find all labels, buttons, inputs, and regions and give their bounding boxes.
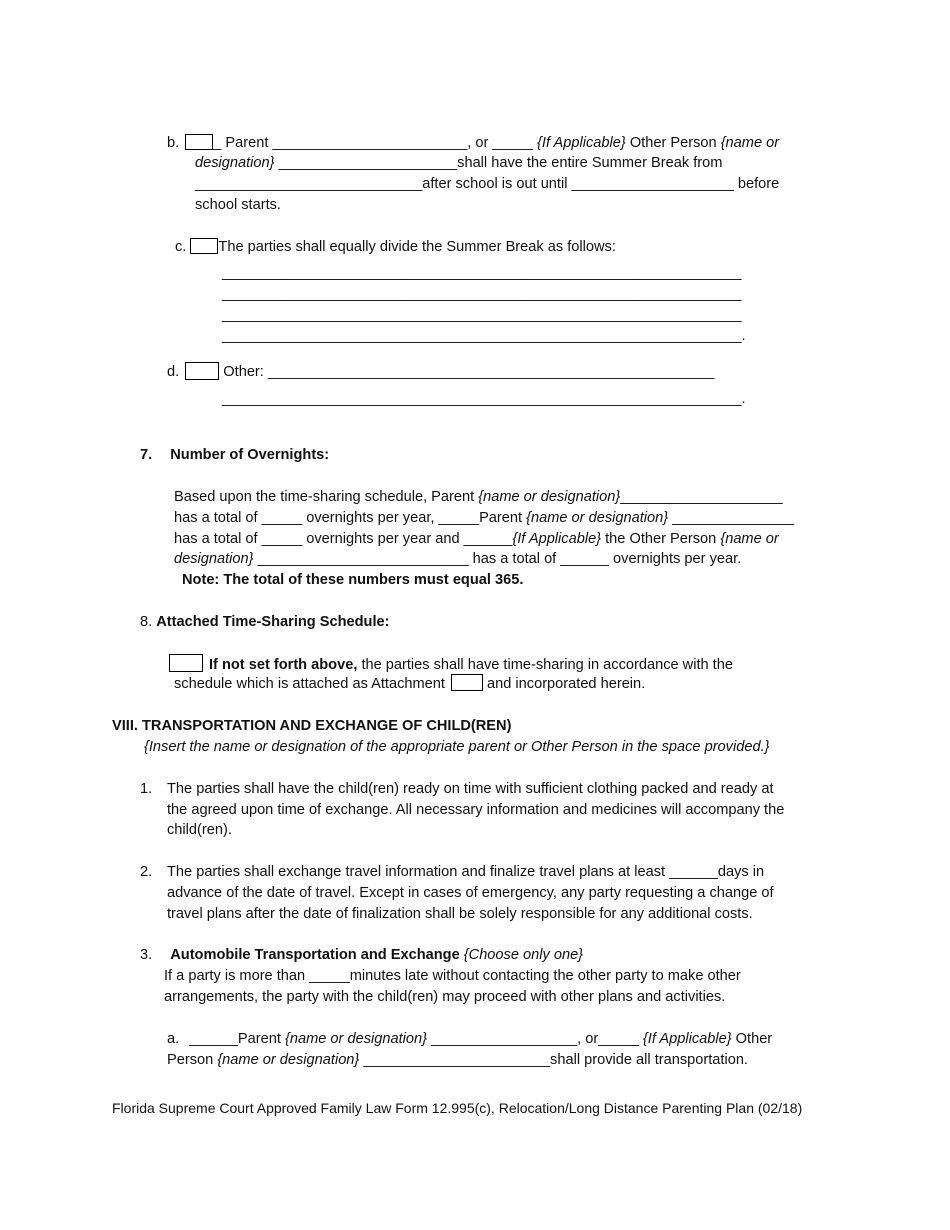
section-viii-heading: VIII. TRANSPORTATION AND EXCHANGE OF CHILD(REN) (112, 718, 512, 734)
item-1-line2: the agreed upon time of exchange. All necessary information and medicines will accompany the (167, 802, 785, 818)
item-7-note: Note: The total of these numbers must equal 365. (182, 572, 524, 588)
item-3-heading: 3. Automobile Transportation and Exchange {Choose only one} (140, 947, 584, 963)
item-2-line2: advance of the date of travel. Except in cases of emergency, any party requesting a change of (167, 885, 774, 901)
item-1-line1: The parties shall have the child(ren) ready on time with sufficient clothing packed and ready at (167, 781, 774, 797)
item-8-heading: 8. Attached Time-Sharing Schedule: (140, 614, 390, 630)
section-b-line4: school starts. (195, 197, 281, 213)
item-7-line4: designation} __________________________ has a total of ______ overnights per year. (174, 551, 742, 567)
item-3-line1: If a party is more than _____minutes late without contacting the other party to make other (164, 968, 741, 984)
section-c-line: c. The parties shall equally divide the Summer Break as follows: (175, 239, 616, 255)
item-7-line2: has a total of _____ overnights per year, _____Parent {name or designation} _______________ (174, 510, 794, 526)
attachment-number-field[interactable] (451, 674, 483, 691)
item-7-line3: has a total of _____ overnights per year and ______{If Applicable} the Other Person {name or (174, 531, 779, 547)
item-1-line3: child(ren). (167, 822, 232, 838)
item-3-line2: arrangements, the party with the child(ren) may proceed with other plans and activities. (164, 989, 726, 1005)
item-2-line1: The parties shall exchange travel information and finalize travel plans at least ______days in (167, 864, 765, 880)
section-c-blank-1[interactable]: ________________________________________________________________ (222, 265, 742, 281)
section-d-line: d. Other: _______________________________________________________ (167, 364, 715, 380)
section-b-line1: b. _ Parent ________________________, or _____ {If Applicable} Other Person {name or (167, 135, 780, 151)
item-1-number: 1. (140, 781, 153, 797)
section-b-line2: designation} ______________________shall have the entire Summer Break from (195, 155, 723, 171)
item-8-line1: If not set forth above, the parties shall have time-sharing in accordance with the (169, 654, 733, 675)
item-7-heading: 7. Number of Overnights: (140, 447, 330, 463)
item-8-line2: schedule which is attached as Attachment and incorporated herein. (174, 676, 646, 692)
section-c-blank-4[interactable]: ________________________________________________________________. (222, 328, 746, 344)
item-2-number: 2. (140, 864, 153, 880)
section-d-blank[interactable]: ________________________________________________________________. (222, 391, 746, 407)
item-7-line1: Based upon the time-sharing schedule, Parent {name or designation}____________________ (174, 489, 783, 505)
footer: Florida Supreme Court Approved Family Law Form 12.995(c), Relocation/Long Distance Parenting Plan (02/18) (112, 1100, 803, 1116)
summer-break-option-d-checkbox[interactable] (185, 362, 219, 380)
section-c-blank-2[interactable]: ________________________________________________________________ (222, 286, 742, 302)
attached-schedule-checkbox[interactable] (169, 654, 203, 672)
item-2-line3: travel plans after the date of finalization shall be solely responsible for any additional costs. (167, 906, 753, 922)
section-c-blank-3[interactable]: ________________________________________________________________ (222, 307, 742, 323)
item-3a-line2: Person {name or designation} _______________________shall provide all transportation. (167, 1052, 748, 1068)
summer-break-option-c-checkbox[interactable] (190, 238, 218, 254)
section-viii-instruction: {Insert the name or designation of the appropriate parent or Other Person in the space provided.} (144, 739, 770, 755)
summer-break-option-b-checkbox[interactable] (185, 134, 213, 150)
item-3a-line1: a. ______Parent {name or designation} __________________, or_____ {If Applicable} Other (167, 1031, 773, 1047)
section-b-line3: ____________________________after school is out until ____________________ before (195, 176, 780, 192)
